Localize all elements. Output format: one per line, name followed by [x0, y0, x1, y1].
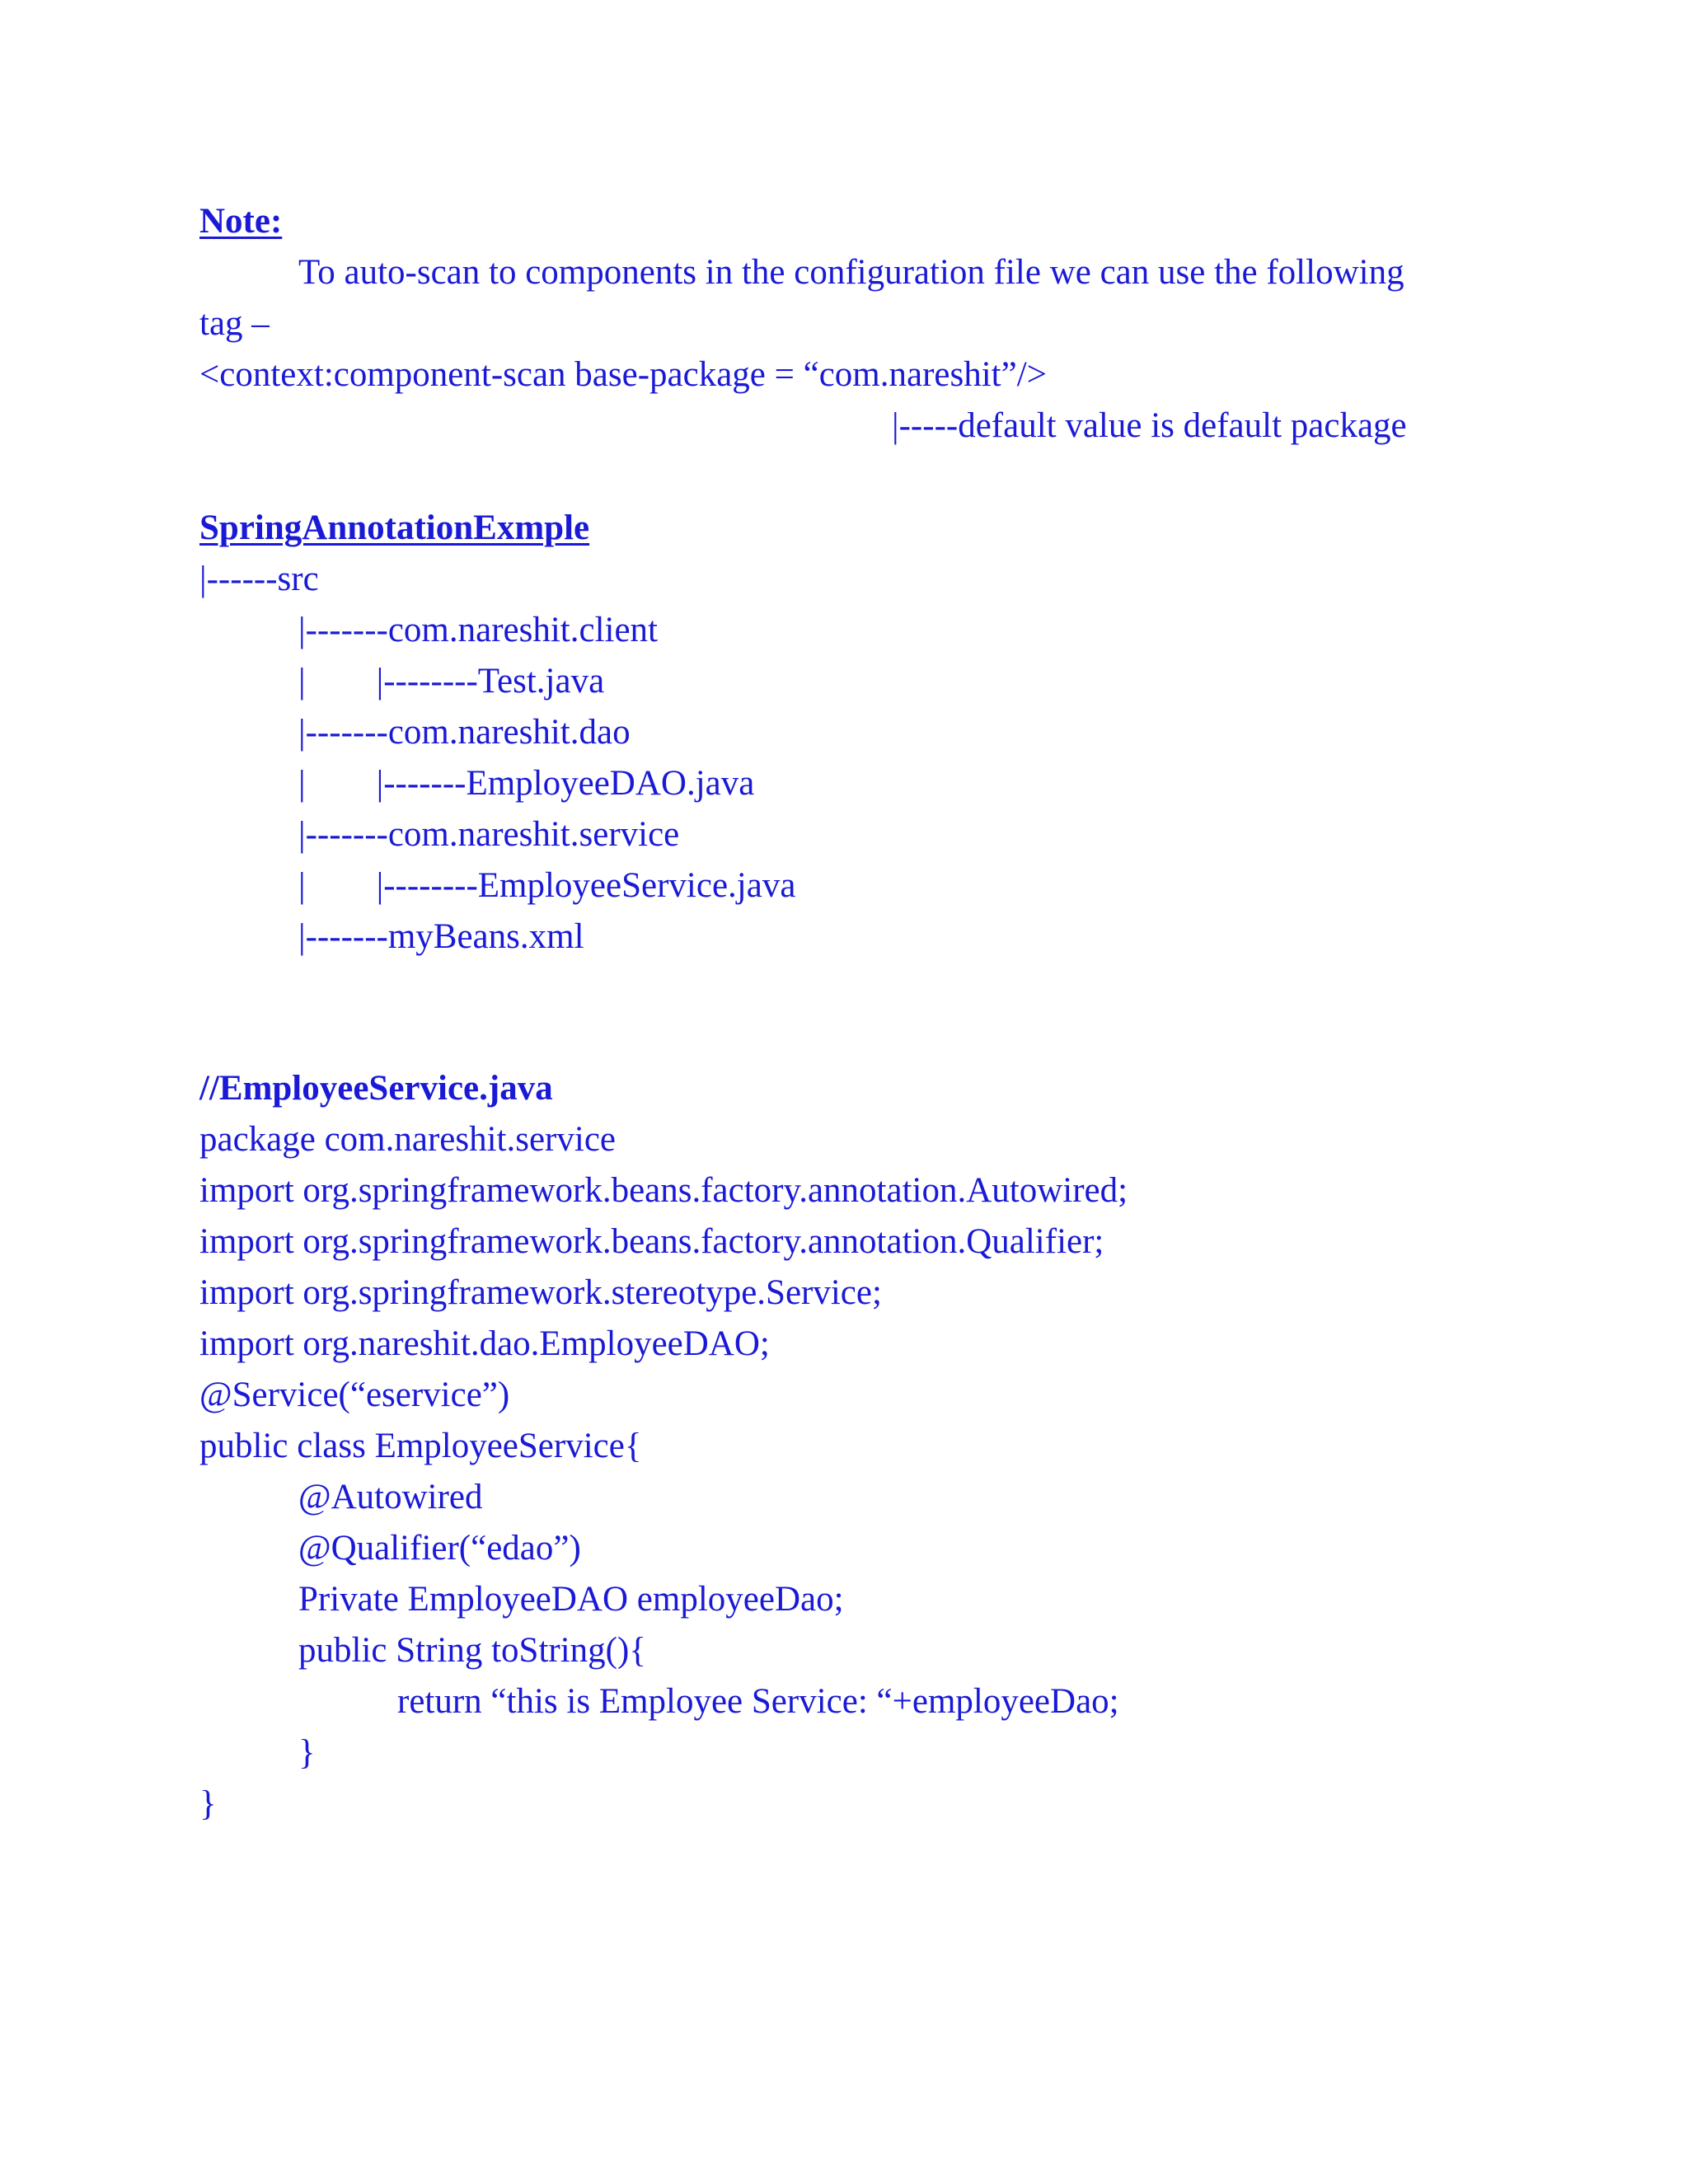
code-line-qualifier: @Qualifier(“edao”) — [298, 1529, 581, 1568]
code-line-import-autowired: import org.springframework.beans.factory.annotation.Autowired; — [199, 1171, 1128, 1210]
code-line-tostring-method: public String toString(){ — [298, 1631, 646, 1670]
code-line-service-annotation: @Service(“eservice”) — [199, 1376, 510, 1414]
code-line-package: package com.nareshit.service — [199, 1120, 616, 1159]
code-line-import-qualifier: import org.springframework.beans.factory.annotation.Qualifier; — [199, 1222, 1104, 1261]
code-line-method-close-brace: } — [298, 1733, 316, 1772]
code-line-class-declaration: public class EmployeeService{ — [199, 1427, 642, 1465]
code-line-import-service: import org.springframework.stereotype.Service; — [199, 1273, 882, 1312]
code-line-import-employeedao: import org.nareshit.dao.EmployeeDAO; — [199, 1324, 770, 1363]
tree-line-employeeservice-java: | |--------EmployeeService.java — [298, 866, 796, 905]
component-scan-tag: <context:component-scan base-package = “com.nareshit”/> — [199, 355, 1047, 394]
code-line-autowired: @Autowired — [298, 1478, 483, 1516]
tree-line-src: |------src — [199, 560, 319, 598]
default-value-note: |-----default value is default package — [892, 406, 1407, 445]
tree-line-service-package: |-------com.nareshit.service — [298, 815, 680, 854]
note-heading: Note: — [199, 202, 283, 241]
code-line-class-close-brace: } — [199, 1784, 217, 1823]
project-tree-heading: SpringAnnotationExmple — [199, 509, 590, 547]
tree-line-dao-package: |-------com.nareshit.dao — [298, 713, 631, 752]
note-text-line-2: tag – — [199, 304, 270, 343]
code-line-return: return “this is Employee Service: “+employeeDao; — [397, 1682, 1119, 1721]
tree-line-client-package: |-------com.nareshit.client — [298, 611, 659, 649]
code-file-heading: //EmployeeService.java — [199, 1069, 553, 1108]
note-text-line-1: To auto-scan to components in the configuration file we can use the following — [298, 253, 1404, 292]
tree-line-test-java: | |--------Test.java — [298, 662, 605, 701]
code-line-field: Private EmployeeDAO employeeDao; — [298, 1580, 844, 1619]
tree-line-employeedao-java: | |-------EmployeeDAO.java — [298, 764, 755, 803]
tree-line-mybeans-xml: |-------myBeans.xml — [298, 917, 584, 956]
